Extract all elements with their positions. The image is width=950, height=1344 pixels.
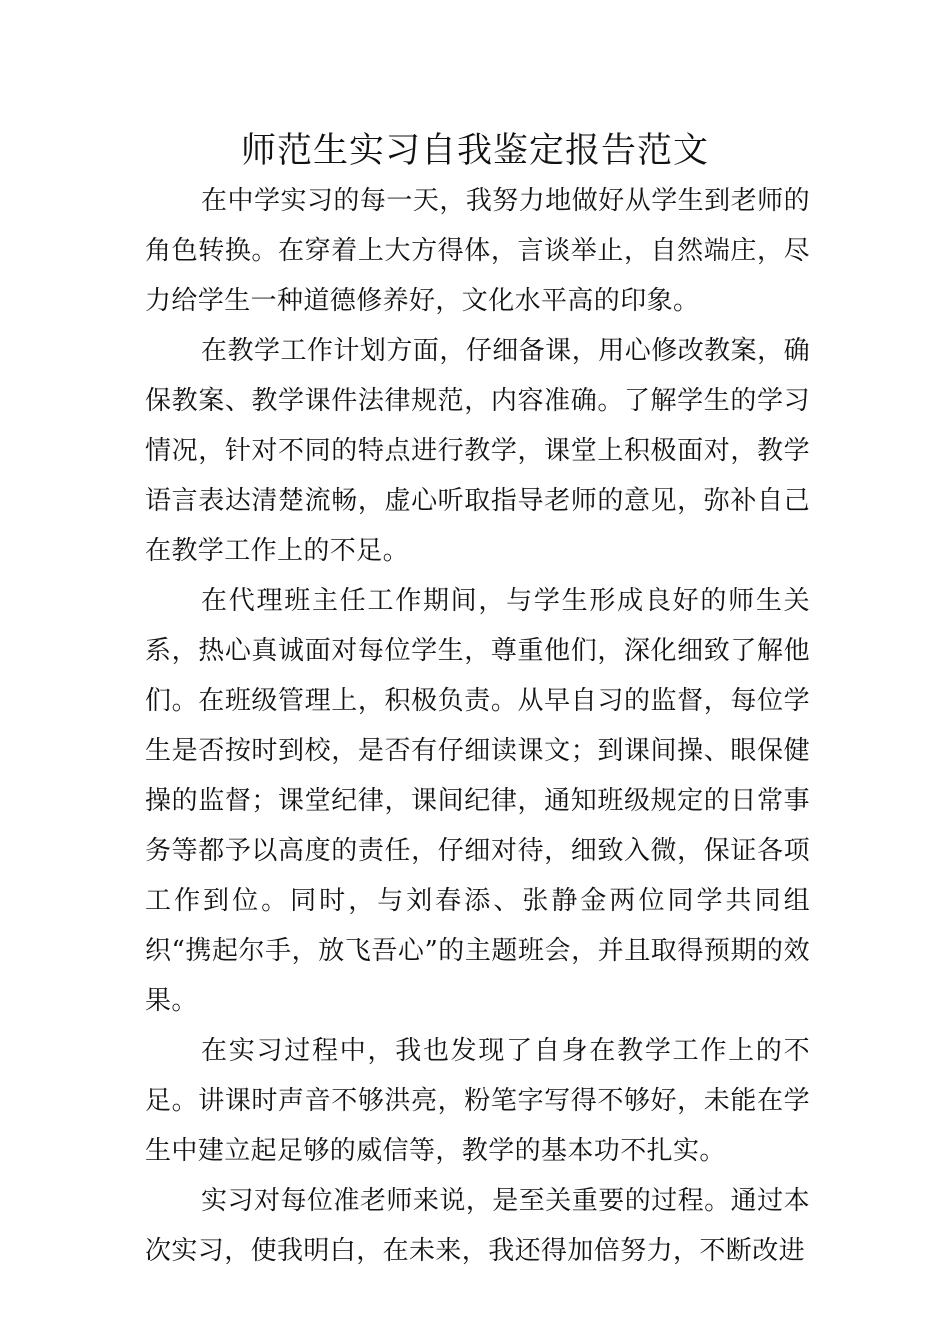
paragraph-3: 在代理班主任工作期间，与学生形成良好的师生关系，热心真诚面对每位学生，尊重他们，深化细致了解他们。在班级管理上，积极负责。从早自习的监督，每位学生是否按时到校，是否有仔细读课文；到课间操、眼保健操的监督；课堂纪律，课间纪律，通知班级规定的日常事务等都予以高度的责任，仔细对待，细致入微，保证各项工作到位。同时，与刘春添、张静金两位同学共同组织“携起尔手，放飞吾心”的主题班会，并且取得预期的效果。 [145, 586, 810, 1016]
paragraph-4: 在实习过程中，我也发现了自身在教学工作上的不足。讲课时声音不够洪亮，粉笔字写得不够好，未能在学生中建立起足够的威信等，教学的基本功不扎实。 [145, 1036, 810, 1166]
paragraph-1: 在中学实习的每一天，我努力地做好从学生到老师的角色转换。在穿着上大方得体，言谈举止，自然端庄，尽力给学生一种道德修养好，文化水平高的印象。 [145, 186, 810, 316]
document-body [145, 176, 810, 1276]
paragraph-2: 在教学工作计划方面，仔细备课，用心修改教案，确保教案、教学课件法律规范，内容准确。了解学生的学习情况，针对不同的特点进行教学，课堂上积极面对，教学语言表达清楚流畅，虚心听取指导老师的意见，弥补自己在教学工作上的不足。 [145, 336, 810, 566]
document-title: 师范生实习自我鉴定报告范文 [240, 131, 709, 171]
paragraph-5: 实习对每位准老师来说，是至关重要的过程。通过本次实习，使我明白，在未来，我还得加倍努力，不断改进 [145, 1186, 810, 1266]
